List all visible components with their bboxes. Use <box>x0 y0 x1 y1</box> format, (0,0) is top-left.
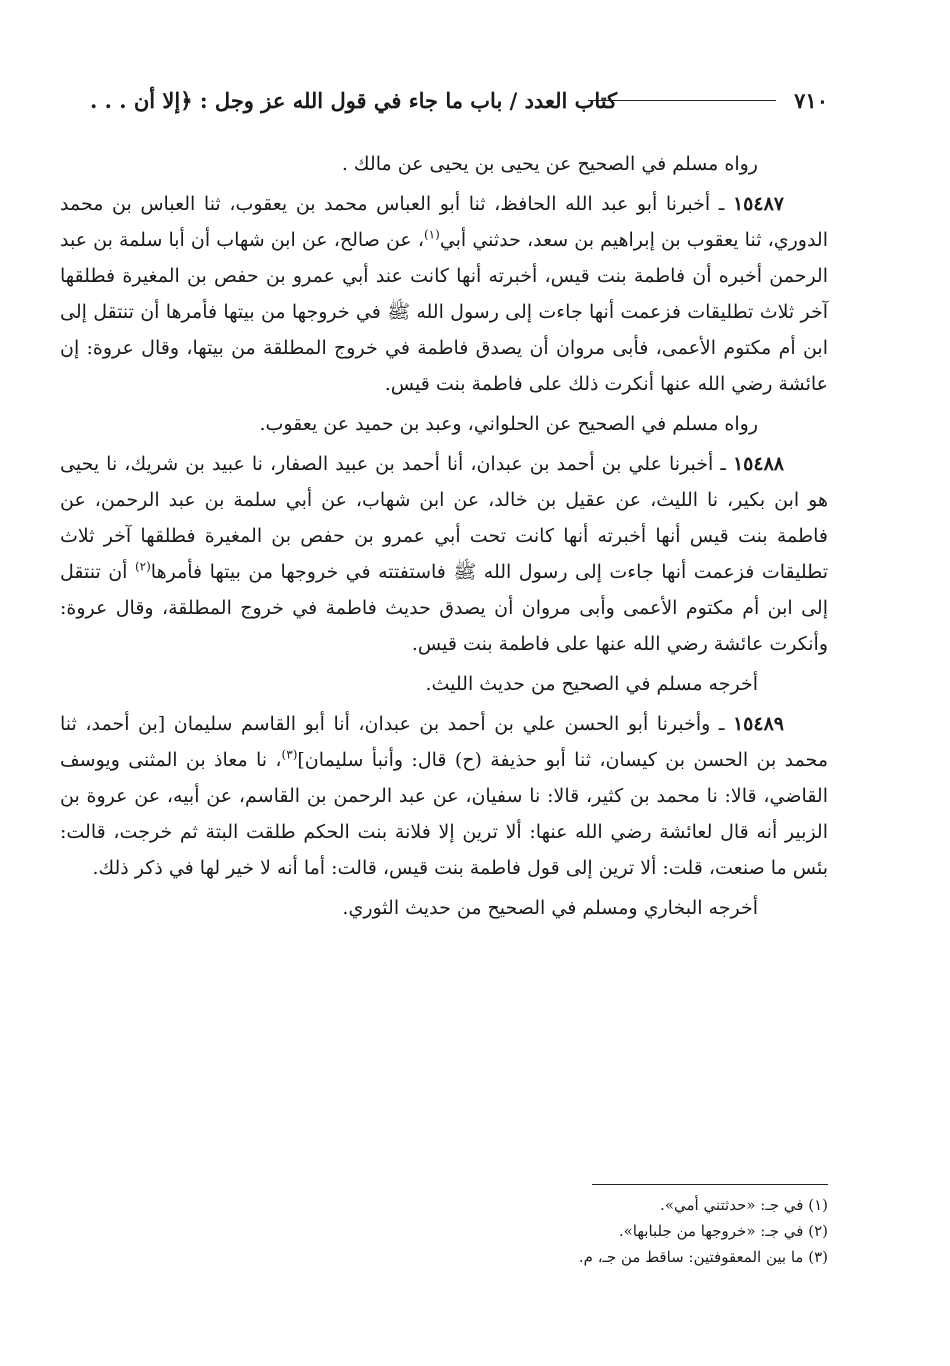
hadith-text-continued: ، عن صالح، عن ابن شهاب أن أبا سلمة بن عبد الرحمن أخبره أن فاطمة بنت قيس، أخبرته أنها كانت عند أبي عمرو بن حفص بن المغيرة فطلقها آخر ثلاث تطليقات فزعمت أنها جاءت إلى رسول الله ﷺ في خروجها من بيتها فأمرها أن تنتقل إلى ابن أم مكتوم الأعمى، فأبى مروان أن يصدق فاطمة في خروج المطلقة من بيتها، وقال عروة: إن عائشة رضي الله عنها أنكرت ذلك على فاطمة بنت قيس. <box>60 229 828 395</box>
running-header <box>90 82 828 122</box>
reference-note: أخرجه البخاري ومسلم في الصحيح من حديث الثوري. <box>342 897 758 919</box>
hadith-text-continued: أن تنتقل إلى ابن أم مكتوم الأعمى وأبى مروان أن يصدق حديث فاطمة في خروج المطلقة، وقال عروة: وأنكرت عائشة رضي الله عنها على فاطمة بنت قيس. <box>60 561 828 655</box>
footnote-1: (١) في جـ: «حدثتني أمي». <box>660 1196 828 1214</box>
hadith-number: ١٥٤٨٧ <box>732 193 784 215</box>
page-number: ٧١٠ <box>794 88 828 113</box>
main-text <box>60 146 828 926</box>
footnote-3: (٣) ما بين المعقوفتين: ساقط من جـ، م. <box>578 1248 828 1266</box>
hadith-text-continued: ، نا معاذ بن المثنى ويوسف القاضي، قالا: نا محمد بن كثير، قالا: نا سفيان، عن عبد الرحمن بن القاسم، عن أبيه، عن عروة بن الزبير أنه قال لعائشة رضي الله عنها: ألا ترين إلا فلانة بنت الحكم طلقت البتة ثم خرجت، قالت: بئس ما صنعت، قلت: ألا ترين إلى قول فاطمة بنت قيس، قالت: أما أنه لا خير لها في ذكر ذلك. <box>60 749 828 879</box>
footnote-marker: (١) <box>423 227 440 242</box>
hadith-15487 <box>60 186 828 402</box>
footnote-2: (٢) في جـ: «خروجها من جلبابها». <box>618 1222 828 1240</box>
footnotes <box>400 1192 828 1270</box>
hadith-number: ١٥٤٨٨ <box>732 453 784 475</box>
hadith-15489 <box>60 706 828 886</box>
running-title: كتاب العدد / باب ما جاء في قول الله عز وجل : ﴿إلا أن . . . <box>90 88 618 113</box>
hadith-number: ١٥٤٨٩ <box>732 713 784 735</box>
footnote-marker: (٢) <box>134 559 151 574</box>
reference-note: رواه مسلم في الصحيح عن يحيى بن يحيى عن مالك . <box>341 153 758 175</box>
footnote-marker: (٣) <box>281 747 298 762</box>
footnote-rule <box>592 1184 828 1185</box>
reference-note: رواه مسلم في الصحيح عن الحلواني، وعبد بن حميد عن يعقوب. <box>259 413 758 435</box>
hadith-text: ـ أخبرنا علي بن أحمد بن عبدان، أنا أحمد بن عبيد الصفار، نا عبيد بن شريك، نا يحيى هو ابن بكير، نا الليث، عن عقيل بن خالد، عن ابن شهاب، عن أبي سلمة بن عبد الرحمن، عن فاطمة بنت قيس أنها أخبرته أنها كانت تحت أبي عمرو بن حفص بن المغيرة فطلقها آخر ثلاث تطليقات فزعمت أنها جاءت إلى رسول الله ﷺ فاستفتته في خروجها من بيتها فأمرها <box>60 453 828 583</box>
hadith-text: ـ أخبرنا أبو عبد الله الحافظ، ثنا أبو العباس محمد بن يعقوب، ثنا العباس بن محمد الدوري، ثنا يعقوب بن إبراهيم بن سعد، حدثني أبي <box>60 193 828 251</box>
reference-note: أخرجه مسلم في الصحيح من حديث الليث. <box>425 673 758 695</box>
hadith-text: ـ وأخبرنا أبو الحسن علي بن أحمد بن عبدان، أنا أبو القاسم سليمان [بن أحمد، ثنا محمد بن الحسن بن كيسان، ثنا أبو حذيفة (ح) قال: وأنبأ سليمان] <box>60 713 828 771</box>
hadith-15488 <box>60 446 828 662</box>
